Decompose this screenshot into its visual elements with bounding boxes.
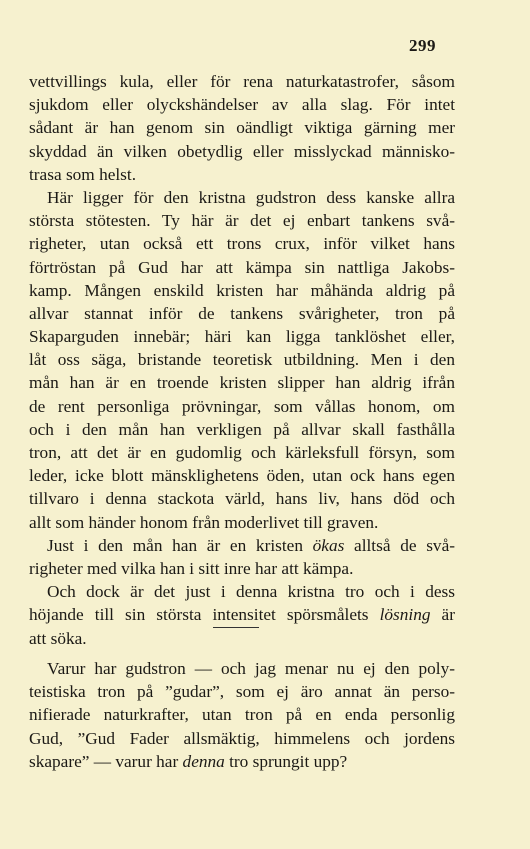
text-line: sådant är han genom sin oändligt viktiga gärning mer [29,118,455,138]
text-line: righeter med vilka han i sitt inre har att kämpa. [29,558,354,578]
text-line: allvar stannat inför de tankens svårigheter, tron på [29,303,455,323]
text-line: sjukdom eller olyckshändelser av alla slag. För intet [29,95,455,115]
text-span: Just i den mån han är en kristen [47,535,313,555]
text-line: största stötesten. Ty här är det ej enbart tankens svå- [29,211,455,231]
text-line: Här ligger för den kristna gudstron dess kanske allra [47,187,455,207]
text-line: leder, icke blott mänsklighetens öden, utan ock hans egen [29,466,455,486]
text-span: alltså de svå- [344,535,455,555]
main-text [29,70,455,650]
emphasis-text: ökas [312,535,345,555]
text-line: tron, att det är en gudomlig och kärleksfull försyn, som [29,443,455,462]
emphasis-text: denna [182,751,225,771]
emphasis-text: lösning [379,605,431,625]
text-line [29,603,455,626]
text-line [29,750,455,773]
text-line: nifierade naturkrafter, utan tron på en enda personlig [29,705,455,725]
page-number: 299 [409,36,436,55]
paragraph-5 [29,657,455,773]
text-line: skyddad än vilken obetydlig eller misslyckad människo- [29,141,455,161]
paragraph-4 [29,580,455,650]
text-line: trasa som helst. [29,164,137,184]
text-line: tillvaro i denna stackota värld, hans liv, hans död och [29,489,455,509]
text-line: Varur har gudstron — och jag menar nu ej den poly- [47,659,455,678]
section-divider [213,627,259,628]
text-line: att söka. [29,628,87,648]
text-span: är [430,605,455,625]
text-line: vettvillings kula, eller för rena naturkatastrofer, såsom [29,72,455,91]
text-line: de rent personliga prövningar, som vållas honom, om [29,396,455,416]
paragraph-1 [29,70,455,186]
text-span: skapare” — varur har [29,751,183,771]
text-line: Gud, ”Gud Fader allsmäktig, himmelens och jordens [29,728,455,748]
text-line [29,534,455,557]
text-line: mån han är en troende kristen slipper han aldrig ifrån [29,373,455,393]
text-line: teistiska tron på ”gudar”, som ej äro annat än perso- [29,682,455,702]
paragraph-3 [29,534,455,580]
text-span: höjande till sin största intensitet spörsmålets [29,605,380,625]
text-line: Och dock är det just i denna kristna tro och i dess [47,582,455,602]
text-span: tro sprungit upp? [224,751,348,771]
text-line: kamp. Mången enskild kristen har måhända aldrig på [29,280,455,300]
text-line: allt som händer honom från moderlivet till graven. [29,512,379,532]
paragraph-2 [29,186,455,534]
text-line: förtröstan på Gud har att kämpa sin nattliga Jakobs- [29,257,455,277]
text-line: låt oss säga, bristande teoretisk utbildning. Men i den [29,350,455,370]
next-section-text [29,657,455,773]
text-line: Skaparguden innebär; häri kan ligga tanklöshet eller, [29,327,455,347]
text-line: righeter, utan också ett trons crux, inför vilket hans [29,234,455,254]
text-line: och i den mån han verkligen på allvar skall fasthålla [29,419,455,439]
